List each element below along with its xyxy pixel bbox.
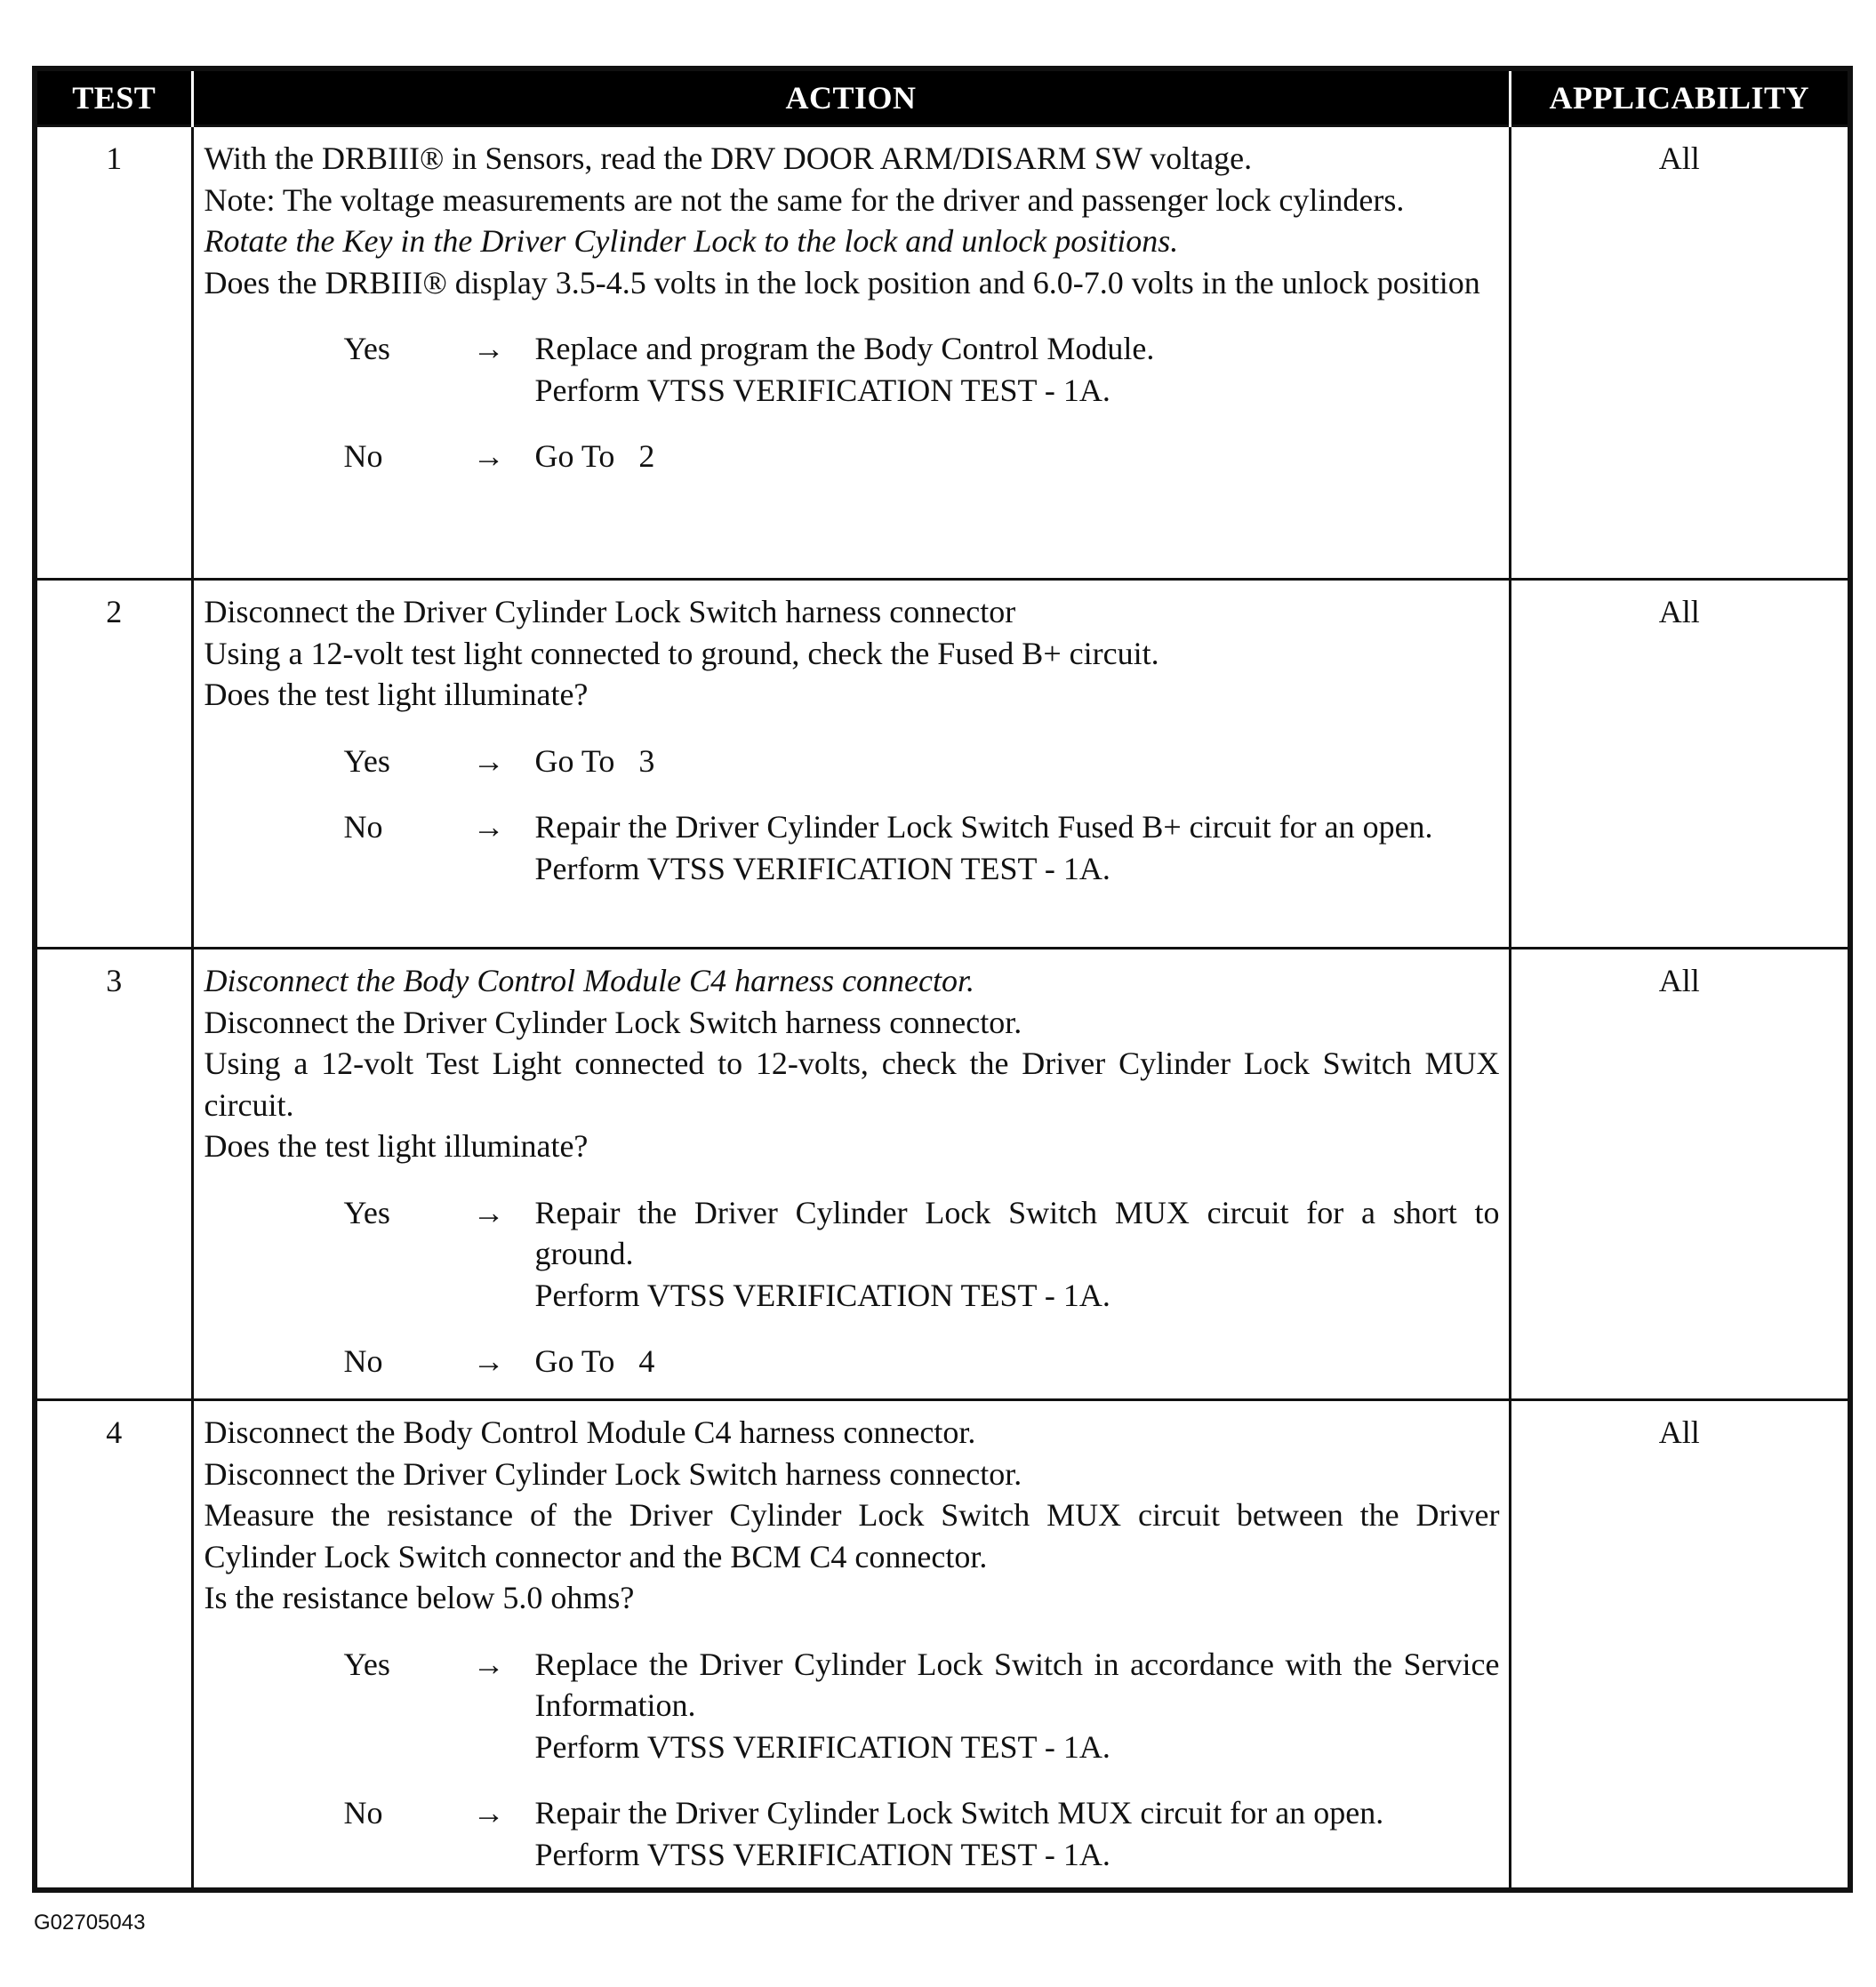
action-line: Rotate the Key in the Driver Cylinder Lock to the lock and unlock positions. <box>204 223 1179 259</box>
action-cell <box>192 580 1510 949</box>
action-cell <box>192 1400 1510 1890</box>
right-arrow-icon: → <box>472 1194 505 1230</box>
yes-result-line: Perform VTSS VERIFICATION TEST - 1A. <box>534 372 1110 408</box>
right-arrow-icon: → <box>472 742 505 779</box>
right-arrow-icon: → <box>472 809 505 845</box>
test-number: 2 <box>35 580 192 949</box>
right-arrow-icon: → <box>472 1795 505 1831</box>
yes-branch <box>204 1192 1500 1317</box>
header-test: TEST <box>35 68 192 126</box>
header-applicability: APPLICABILITY <box>1510 68 1850 126</box>
yes-label: Yes <box>343 742 390 779</box>
action-line: Disconnect the Driver Cylinder Lock Switch harness connector. <box>204 1455 1022 1492</box>
yes-branch <box>204 328 1500 411</box>
action-line: Disconnect the Driver Cylinder Lock Switch harness connector <box>204 594 1016 629</box>
figure-code: G02705043 <box>34 1911 146 1935</box>
header-action: ACTION <box>192 68 1510 126</box>
yes-result-line: Replace the Driver Cylinder Lock Switch in accordance with the Service Information. <box>534 1646 1500 1723</box>
action-line: Disconnect the Driver Cylinder Lock Switch harness connector. <box>204 1004 1022 1040</box>
applicability-value: All <box>1510 580 1850 949</box>
no-result-line: Perform VTSS VERIFICATION TEST - 1A. <box>534 1836 1110 1872</box>
action-line: Disconnect the Body Control Module C4 harness connector. <box>204 963 975 998</box>
no-branch <box>204 436 1500 477</box>
action-line: Does the DRBIII® display 3.5-4.5 volts in the lock position and 6.0-7.0 volts in the unlock position <box>204 264 1480 300</box>
right-arrow-icon: → <box>472 1646 505 1682</box>
no-branch <box>204 806 1500 889</box>
no-branch <box>204 1792 1500 1875</box>
right-arrow-icon: → <box>472 438 505 474</box>
table-row <box>35 1400 1850 1890</box>
action-line: Is the resistance below 5.0 ohms? <box>204 1580 635 1615</box>
action-line: Does the test light illuminate? <box>204 1128 589 1164</box>
yes-result-line: Perform VTSS VERIFICATION TEST - 1A. <box>534 1277 1110 1313</box>
action-cell <box>192 126 1510 580</box>
table-header-row <box>35 68 1850 126</box>
right-arrow-icon: → <box>472 331 505 366</box>
yes-label: Yes <box>343 1194 390 1230</box>
table-row <box>35 949 1850 1400</box>
no-result-line: Repair the Driver Cylinder Lock Switch MUX circuit for an open. <box>534 1795 1384 1831</box>
table-row <box>35 126 1850 580</box>
applicability-value: All <box>1510 126 1850 580</box>
right-arrow-icon: → <box>472 1343 505 1379</box>
no-result-line: Perform VTSS VERIFICATION TEST - 1A. <box>534 850 1110 886</box>
no-branch <box>204 1341 1500 1382</box>
table-row <box>35 580 1850 949</box>
action-line: With the DRBIII® in Sensors, read the DRV DOOR ARM/DISARM SW voltage. <box>204 140 1253 176</box>
yes-result-line: Repair the Driver Cylinder Lock Switch MUX circuit for a short to ground. <box>534 1194 1500 1271</box>
test-number: 3 <box>35 949 192 1400</box>
no-result-line: Repair the Driver Cylinder Lock Switch Fused B+ circuit for an open. <box>534 809 1433 845</box>
applicability-value: All <box>1510 1400 1850 1890</box>
yes-label: Yes <box>343 1646 390 1682</box>
action-line: Using a 12-volt Test Light connected to 12-volts, check the Driver Cylinder Lock Switch MUX circuit. <box>204 1046 1500 1123</box>
action-line: Disconnect the Body Control Module C4 harness connector. <box>204 1414 976 1450</box>
action-line: Using a 12-volt test light connected to ground, check the Fused B+ circuit. <box>204 635 1159 671</box>
no-label: No <box>343 809 383 845</box>
no-result-line: Go To 2 <box>534 438 655 474</box>
yes-result-line: Replace and program the Body Control Module. <box>534 331 1155 366</box>
yes-branch <box>204 1644 1500 1768</box>
applicability-value: All <box>1510 949 1850 1400</box>
yes-branch <box>204 741 1500 782</box>
test-number: 4 <box>35 1400 192 1890</box>
action-line: Measure the resistance of the Driver Cylinder Lock Switch MUX circuit between the Driver Cylinder Lock Switch connector and the BCM C4 connector. <box>204 1497 1500 1574</box>
diagnostic-test-table <box>32 66 1853 1893</box>
no-label: No <box>343 1795 383 1831</box>
test-number: 1 <box>35 126 192 580</box>
yes-result-line: Go To 3 <box>534 742 655 779</box>
action-line: Note: The voltage measurements are not the same for the driver and passenger lock cylinders. <box>204 181 1405 218</box>
yes-result-line: Perform VTSS VERIFICATION TEST - 1A. <box>534 1728 1110 1765</box>
no-label: No <box>343 438 383 474</box>
no-label: No <box>343 1343 383 1379</box>
yes-label: Yes <box>343 331 390 366</box>
action-line: Does the test light illuminate? <box>204 677 589 712</box>
no-result-line: Go To 4 <box>534 1343 655 1379</box>
action-cell <box>192 949 1510 1400</box>
